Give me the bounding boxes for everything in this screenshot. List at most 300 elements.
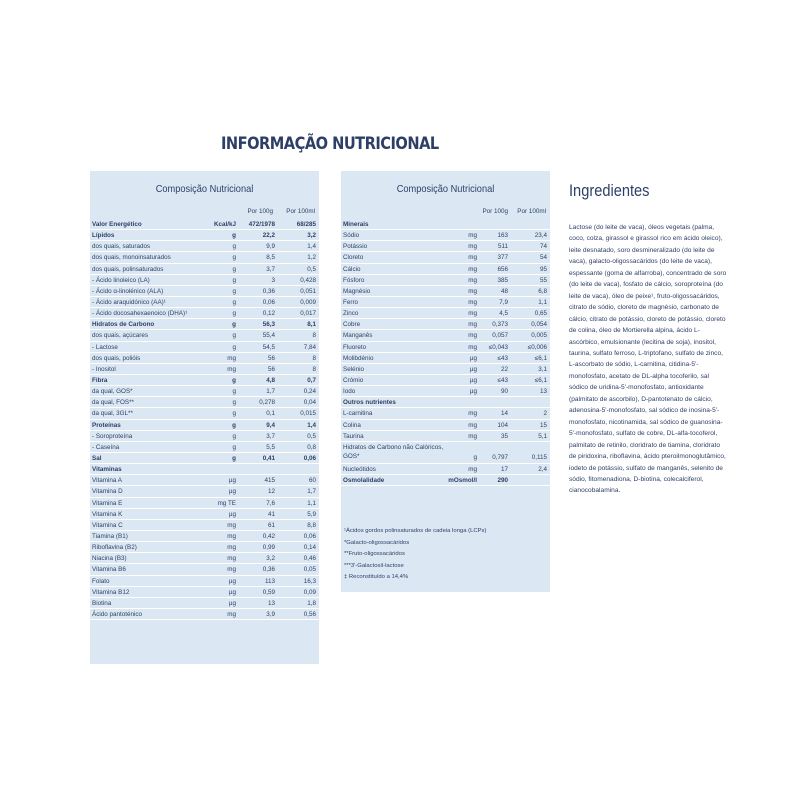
value-per-100ml: 15 <box>539 421 547 429</box>
value-per-100g: 90 <box>500 388 508 396</box>
nutrient-name: da qual, 3GL** <box>92 410 133 418</box>
nutrient-unit: g <box>232 276 236 284</box>
nutrient-unit: mg TE <box>217 499 236 507</box>
footnote-line: ¹Ácidos gordos polinsaturados de cadeia longa (LCPs) <box>344 528 487 534</box>
table-row <box>341 475 550 486</box>
table-row <box>90 252 319 263</box>
table-row <box>90 475 319 486</box>
nutrient-unit: mg <box>227 532 236 540</box>
value-per-100g: 1,7 <box>266 388 275 396</box>
nutrient-unit: µg <box>228 477 236 485</box>
value-per-100ml: 8,8 <box>307 521 316 529</box>
table-row <box>341 342 550 353</box>
value-per-100ml: 0,015 <box>300 410 316 418</box>
nutrient-name: Crómio <box>343 376 364 384</box>
value-per-100g: 56 <box>267 354 275 362</box>
value-per-100g: 104 <box>497 421 508 429</box>
table-row <box>341 353 550 364</box>
value-per-100ml: 0,5 <box>307 265 316 273</box>
nutrient-unit: mg <box>227 544 236 552</box>
nutrient-name: Fibra <box>92 376 108 384</box>
value-per-100ml: 6,8 <box>538 287 547 295</box>
table-row <box>341 397 550 408</box>
nutrient-unit: mOsmol/l <box>448 476 477 484</box>
value-per-100g: 0,12 <box>262 310 275 318</box>
table-row <box>90 330 319 341</box>
nutrient-name: Selénio <box>343 365 365 373</box>
nutrient-unit: µg <box>228 599 236 607</box>
table-row <box>341 308 550 319</box>
table-row <box>341 319 550 330</box>
value-per-100ml: 60 <box>308 477 316 485</box>
nutrient-unit: g <box>232 388 236 396</box>
value-per-100g: 377 <box>497 254 508 262</box>
value-per-100g: 0,36 <box>262 566 275 574</box>
nutrient-unit: g <box>232 343 236 351</box>
nutrient-name: Sal <box>92 454 102 462</box>
value-per-100g: 290 <box>497 476 508 484</box>
value-per-100ml: 0,009 <box>300 298 316 306</box>
nutrient-unit: g <box>232 432 236 440</box>
value-per-100g: 0,797 <box>492 453 508 461</box>
nutrient-name: Vitamina D <box>92 488 123 496</box>
nutrient-name: Niacina (B3) <box>92 555 127 563</box>
table-row <box>341 364 550 375</box>
value-per-100g: 0,41 <box>262 454 275 462</box>
value-per-100ml: 54 <box>539 254 547 262</box>
nutrient-unit: g <box>232 265 236 273</box>
table-row <box>90 353 319 364</box>
value-per-100g: 0,36 <box>262 287 275 295</box>
nutrient-name: Hidratos de Carbono não Calóricos, GOS* <box>343 443 444 461</box>
table-row <box>341 408 550 419</box>
value-per-100g: 5,5 <box>266 443 275 451</box>
value-per-100g: 8,5 <box>266 254 275 262</box>
table-row <box>341 264 550 275</box>
nutrient-unit: mg <box>468 410 477 418</box>
value-per-100ml: 0,24 <box>303 388 316 396</box>
nutrient-unit: µg <box>228 488 236 496</box>
value-per-100ml: 1,1 <box>307 499 316 507</box>
nutrient-name: Zinco <box>343 310 359 318</box>
table-row <box>90 219 319 230</box>
value-per-100g: 61 <box>267 521 275 529</box>
nutrient-name: Minerais <box>343 221 369 228</box>
nutrient-name: Vitamina K <box>92 510 123 518</box>
value-per-100ml: 0,06 <box>303 454 316 462</box>
nutrient-name: Vitaminas <box>92 466 122 474</box>
nutrient-unit: µg <box>228 510 236 518</box>
nutrient-unit: mg <box>468 298 477 306</box>
value-per-100ml: 0,65 <box>534 310 547 318</box>
nutrient-name: Ferro <box>343 298 359 306</box>
nutrient-unit: mg <box>468 465 477 473</box>
nutrient-name: Vitamina A <box>92 477 122 485</box>
table-row <box>90 498 319 509</box>
left-col-per100g: Por 100g <box>247 208 273 215</box>
table-row <box>90 241 319 252</box>
value-per-100g: 12 <box>267 488 275 496</box>
nutrition-table-right <box>341 171 550 592</box>
footnote-line: *Galacto-oligossacáridos <box>344 539 410 546</box>
right-col-per100g: Por 100g <box>482 208 508 215</box>
value-per-100ml: 0,115 <box>531 453 547 461</box>
nutrient-name: Fluoreto <box>343 343 367 351</box>
value-per-100ml: 0,04 <box>303 399 316 407</box>
nutrient-unit: g <box>232 243 236 251</box>
value-per-100g: 48 <box>500 287 508 295</box>
left-table-rows <box>90 219 319 620</box>
table-row <box>90 308 319 319</box>
value-per-100g: 385 <box>497 276 508 284</box>
value-per-100g: 415 <box>264 477 275 485</box>
nutrient-name: Taurina <box>343 432 364 440</box>
nutrient-name: Potássio <box>343 243 368 251</box>
value-per-100ml: 8 <box>312 332 316 340</box>
value-per-100ml: 68/285 <box>296 221 316 228</box>
table-row <box>341 252 550 263</box>
value-per-100g: 0,057 <box>492 332 508 340</box>
table-row <box>90 509 319 520</box>
value-per-100g: 0,278 <box>259 399 275 407</box>
value-per-100ml: 2 <box>543 410 547 418</box>
value-per-100ml: 0,46 <box>303 555 316 563</box>
table-row <box>90 464 319 475</box>
right-table-rows <box>341 219 550 486</box>
nutrient-name: - Soroproteína <box>92 432 133 440</box>
nutrient-name: Colina <box>343 421 361 429</box>
footnote-line: ***3'-Galactosil-lactose <box>344 562 404 569</box>
left-table-header <box>90 208 319 219</box>
nutrient-name: Tiamina (B1) <box>92 532 128 540</box>
value-per-100ml: 1,4 <box>307 421 316 429</box>
nutrient-unit: g <box>232 298 236 306</box>
table-row <box>341 241 550 252</box>
value-per-100ml: 2,4 <box>538 465 547 473</box>
value-per-100ml: ≤0,006 <box>527 343 547 351</box>
nutrient-name: dos quais, polinsaturados <box>92 265 164 273</box>
nutrient-name: dos quais, saturados <box>92 243 151 251</box>
nutrient-unit: µg <box>228 577 236 585</box>
nutrient-unit: µg <box>469 388 477 396</box>
value-per-100g: 7,6 <box>266 499 275 507</box>
nutrient-name: Molibdénio <box>343 354 374 362</box>
nutrient-unit: mg <box>468 432 477 440</box>
table-row <box>90 442 319 453</box>
nutrient-name: - Ácido araquidónico (AA)¹ <box>92 298 166 306</box>
nutrient-unit: g <box>232 443 236 451</box>
nutrient-unit: g <box>232 399 236 407</box>
value-per-100ml: 1,8 <box>307 599 316 607</box>
nutrient-name: Osmolalidade <box>343 476 385 484</box>
value-per-100g: 3,2 <box>266 555 275 563</box>
value-per-100ml: 1,4 <box>307 243 316 251</box>
nutrient-unit: µg <box>228 588 236 596</box>
nutrient-unit: g <box>232 310 236 318</box>
nutrient-name: Vitamina B12 <box>92 588 130 596</box>
left-table-title: Composição Nutricional <box>155 183 254 195</box>
nutrient-name: Manganês <box>343 332 373 340</box>
value-per-100g: 4,5 <box>499 310 508 318</box>
nutrient-name: - Ácido linoleico (LA) <box>92 276 150 284</box>
value-per-100ml: 1,2 <box>307 254 316 262</box>
nutrient-unit: Kcal/kJ <box>213 221 236 228</box>
nutrient-name: Vitamina C <box>92 521 123 529</box>
nutrient-name: Magnésio <box>343 287 371 295</box>
nutrient-unit: g <box>232 376 236 384</box>
right-table-title: Composição Nutricional <box>396 183 495 195</box>
value-per-100g: 7,9 <box>499 298 508 306</box>
table-row <box>90 531 319 542</box>
nutrient-unit: µg <box>469 365 477 373</box>
nutrient-name: - Ácido docosahexaenoico (DHA)¹ <box>92 310 188 318</box>
table-row <box>341 442 550 464</box>
value-per-100ml: 0,428 <box>300 276 316 284</box>
nutrient-unit: mg <box>468 343 477 351</box>
nutrient-name: da qual, GOS* <box>92 388 133 396</box>
table-row <box>341 464 550 475</box>
nutrient-unit: mg <box>468 232 477 240</box>
table-row <box>341 286 550 297</box>
nutrient-name: Outros nutrientes <box>343 399 396 407</box>
value-per-100g: 3,7 <box>266 265 275 273</box>
nutrient-name: dos quais, polióis <box>92 354 141 362</box>
value-per-100g: 4,8 <box>266 376 275 384</box>
value-per-100g: 54,5 <box>262 343 275 351</box>
value-per-100g: 0,99 <box>262 544 275 552</box>
value-per-100ml: ≤6,1 <box>534 376 547 384</box>
table-row <box>341 386 550 397</box>
nutrient-unit: µg <box>469 354 477 362</box>
nutrient-name: - Inositol <box>92 365 116 373</box>
nutrient-name: dos quais, açúcares <box>92 332 149 340</box>
value-per-100ml: 7,84 <box>303 343 316 351</box>
table-row <box>90 397 319 408</box>
nutrient-unit: g <box>232 287 236 295</box>
value-per-100ml: 0,09 <box>303 588 316 596</box>
value-per-100g: ≤0,043 <box>488 343 508 351</box>
nutrient-unit: mg <box>468 421 477 429</box>
nutrient-name: Cobre <box>343 321 361 329</box>
nutrient-unit: mg <box>468 254 477 262</box>
nutrient-name: Proteínas <box>92 421 121 429</box>
value-per-100g: ≤43 <box>497 354 508 362</box>
nutrient-unit: mg <box>227 555 236 563</box>
value-per-100g: 3 <box>271 276 275 284</box>
value-per-100ml: 0,5 <box>307 432 316 440</box>
value-per-100ml: 55 <box>539 276 547 284</box>
nutrient-name: Biotina <box>92 599 112 607</box>
value-per-100ml: 3,1 <box>538 365 547 373</box>
nutrient-unit: g <box>232 332 236 340</box>
nutrient-name: Folato <box>92 577 110 585</box>
value-per-100ml: 0,017 <box>300 310 316 318</box>
nutrient-name: Nucleótidos <box>343 465 376 473</box>
nutrient-name: Hidratos de Carbono <box>92 321 155 329</box>
nutrient-unit: mg <box>227 521 236 529</box>
nutrient-name: Fósforo <box>343 276 365 284</box>
nutrient-unit: mg <box>227 354 236 362</box>
table-row <box>90 598 319 609</box>
footnotes <box>344 526 544 584</box>
table-row <box>90 319 319 330</box>
value-per-100g: 0,1 <box>266 410 275 418</box>
table-row <box>90 408 319 419</box>
right-col-per100ml: Por 100ml <box>517 208 546 215</box>
table-row <box>341 431 550 442</box>
value-per-100ml: 1,7 <box>307 488 316 496</box>
ingredients-title: Ingredientes <box>569 181 650 200</box>
nutrient-unit: mg <box>468 276 477 284</box>
value-per-100g: 55,4 <box>262 332 275 340</box>
table-row <box>90 286 319 297</box>
table-row <box>90 520 319 531</box>
table-row <box>90 486 319 497</box>
table-row <box>90 564 319 575</box>
nutrient-unit: mg <box>468 332 477 340</box>
value-per-100g: 163 <box>497 232 508 240</box>
nutrient-name: Vitamina E <box>92 499 123 507</box>
nutrient-name: Valor Energético <box>92 221 142 228</box>
table-row <box>341 275 550 286</box>
value-per-100g: 656 <box>497 265 508 273</box>
value-per-100ml: 0,56 <box>303 610 316 618</box>
value-per-100ml: 0,051 <box>300 287 316 295</box>
value-per-100ml: 74 <box>539 243 547 251</box>
value-per-100g: 0,59 <box>262 588 275 596</box>
value-per-100g: 472/1978 <box>248 221 275 228</box>
value-per-100g: 0,06 <box>262 298 275 306</box>
nutrient-name: Riboflavina (B2) <box>92 544 137 552</box>
nutrient-unit: µg <box>469 376 477 384</box>
nutrient-name: Cálcio <box>343 265 361 273</box>
value-per-100ml: 1,1 <box>538 298 547 306</box>
table-row <box>90 264 319 275</box>
value-per-100g: 14 <box>500 410 508 418</box>
nutrient-name: da qual, FOS** <box>92 399 135 407</box>
nutrient-name: Sódio <box>343 232 360 240</box>
value-per-100g: 22,2 <box>262 232 275 240</box>
value-per-100g: 3,7 <box>266 432 275 440</box>
nutrient-unit: g <box>232 232 236 240</box>
right-table-header <box>341 208 550 219</box>
nutrient-name: - Caseína <box>92 443 120 451</box>
table-row <box>90 386 319 397</box>
table-row <box>90 297 319 308</box>
nutrient-unit: g <box>232 421 236 429</box>
value-per-100g: 17 <box>500 465 508 473</box>
footnote-line: **Fruto-oligossacáridos <box>344 551 405 558</box>
nutrient-name: Cloreto <box>343 254 364 262</box>
nutrient-unit: g <box>232 254 236 262</box>
value-per-100g: 56,3 <box>262 321 275 329</box>
left-col-per100ml: Por 100ml <box>286 208 315 215</box>
value-per-100ml: 23,4 <box>534 232 547 240</box>
table-row <box>90 230 319 241</box>
nutrient-unit: g <box>473 453 477 461</box>
value-per-100ml: 3,2 <box>307 232 316 240</box>
nutrient-unit: mg <box>227 365 236 373</box>
table-row <box>90 275 319 286</box>
table-row <box>341 230 550 241</box>
nutrient-unit: mg <box>468 287 477 295</box>
value-per-100g: 56 <box>267 365 275 373</box>
table-row <box>90 587 319 598</box>
value-per-100ml: 0,14 <box>303 544 316 552</box>
value-per-100ml: 0,005 <box>531 332 547 340</box>
table-row <box>341 297 550 308</box>
table-row <box>341 330 550 341</box>
nutrient-unit: mg <box>468 310 477 318</box>
table-row <box>90 420 319 431</box>
ingredients-text: Lactose (do leite de vaca), óleos vegetais (palma, coco, colza, girassol e girassol rico em ácido oleico), leite desnatado, soro desmineralizado (do leite de vaca), galacto-oligossacáridos (do leite de vaca), espessante (goma de alfarroba), concentrado de soro (do leite de vaca), fosfato de cálcio, soroproteína (do leite de vaca), óleo de peixe¹, fruto-oligossacáridos, citrato de sódio, cloreto de magnésio, carbonato de cálcio, citrato de potássio, cloreto de potássio, cloreto de colina, óleo de Mortierella alpina, ácido L-ascórbico, emulsionante (lecitina de soja), inositol, taurina, sulfato ferroso, L-triptofano, sulfato de zinco, L-ascorbato de sódio, L-carnitina, citidina-5'-monofosfato, acetato de DL-alpha tocoferilo, sal sódico de uridina-5'-monofosfato, antioxidante (palmitato de ascorbilo), D-pantotenato de cálcio, adenosina-5'-monofosfato, sal sódico de inosina-5'-monofosfato, nicotinamida, sal sódico de guanosina-5'-monofosfato, sulfato de cobre, DL-alfa-tocoferol, palmitato de retinilo, cloridrato de tiamina, cloridrato de piridoxina, riboflavina, ácido pteroilmonoglutâmico, iodeto de potássio, sulfato de manganês, selenito de sódio, fitomenadiona, D-biotina, colecalciferol, cianocobalamina. <box>569 224 727 495</box>
nutrient-unit: g <box>232 410 236 418</box>
nutrient-name: dos quais, monoinsaturados <box>92 254 171 262</box>
nutrient-unit: mg <box>468 265 477 273</box>
table-row <box>90 576 319 587</box>
value-per-100ml: 8,1 <box>307 321 316 329</box>
value-per-100ml: 0,8 <box>307 443 316 451</box>
value-per-100g: 9,9 <box>266 243 275 251</box>
nutrition-table-left <box>90 171 319 664</box>
value-per-100g: 113 <box>264 577 275 585</box>
table-row <box>90 542 319 553</box>
value-per-100g: 22 <box>500 365 508 373</box>
table-row <box>90 375 319 386</box>
nutrient-name: Iodo <box>343 388 356 396</box>
value-per-100g: 13 <box>267 599 275 607</box>
table-row <box>341 375 550 386</box>
table-row <box>90 553 319 564</box>
page-title: INFORMAÇÃO NUTRICIONAL <box>221 134 439 154</box>
nutrient-name: - Lactose <box>92 343 118 351</box>
table-row <box>90 431 319 442</box>
value-per-100ml: 8 <box>312 365 316 373</box>
nutrient-name: L-carnitina <box>343 410 373 418</box>
table-row <box>90 609 319 620</box>
nutrient-unit: mg <box>227 610 236 618</box>
nutrient-unit: mg <box>468 321 477 329</box>
table-row <box>341 219 550 230</box>
value-per-100g: 9,4 <box>266 421 275 429</box>
value-per-100ml: 16,3 <box>303 577 316 585</box>
value-per-100g: 35 <box>500 432 508 440</box>
nutrient-name: - Ácido α-linolénico (ALA) <box>92 287 164 295</box>
nutrient-name: Ácido pantoténico <box>92 610 143 618</box>
nutrient-name: Vitamina B6 <box>92 566 126 574</box>
value-per-100ml: 5,1 <box>538 432 547 440</box>
nutrient-unit: g <box>232 454 236 462</box>
nutrient-unit: g <box>232 321 236 329</box>
value-per-100ml: 8 <box>312 354 316 362</box>
value-per-100ml: 0,054 <box>531 321 547 329</box>
value-per-100g: 511 <box>497 243 508 251</box>
nutrient-unit: mg <box>227 566 236 574</box>
value-per-100ml: 0,05 <box>303 566 316 574</box>
value-per-100g: 0,373 <box>492 321 508 329</box>
table-row <box>90 364 319 375</box>
value-per-100g: 41 <box>267 510 275 518</box>
value-per-100ml: 0,06 <box>303 532 316 540</box>
value-per-100g: 0,42 <box>262 532 275 540</box>
value-per-100g: ≤43 <box>497 376 508 384</box>
value-per-100ml: 13 <box>539 388 547 396</box>
value-per-100ml: 0,7 <box>307 376 316 384</box>
table-row <box>90 342 319 353</box>
table-row <box>90 453 319 464</box>
footnote-line: ‡ Reconstituído a 14,4% <box>344 574 409 581</box>
value-per-100ml: 5,9 <box>307 510 316 518</box>
